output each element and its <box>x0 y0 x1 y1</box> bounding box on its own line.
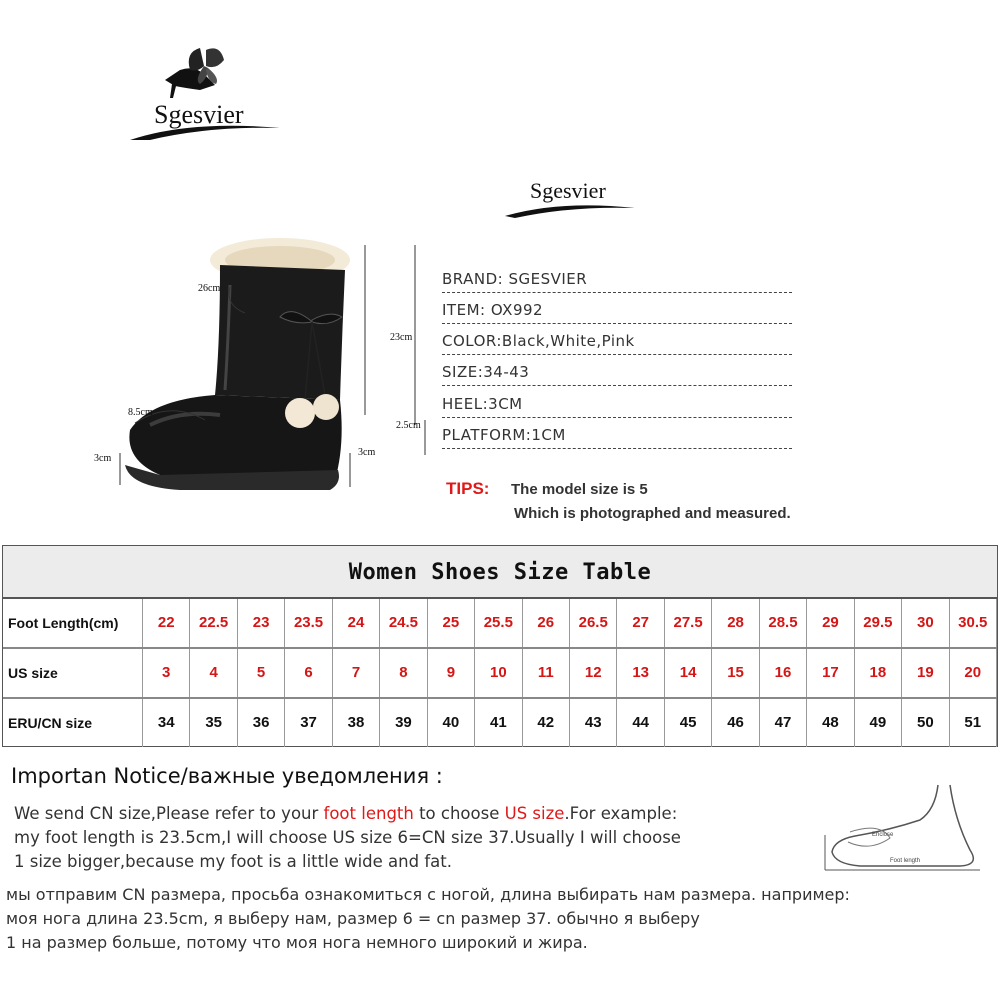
row-header: ERU/CN size <box>3 699 143 747</box>
table-cell: 39 <box>380 699 427 747</box>
measure-heel-side: 2.5cm <box>396 420 421 431</box>
table-cell: 51 <box>950 699 997 747</box>
boot-illustration <box>80 225 430 515</box>
spec-item: ITEM: OX992 <box>442 299 792 324</box>
size-table <box>2 545 998 747</box>
measure-heel: 3cm <box>358 447 376 458</box>
table-row <box>3 699 997 747</box>
table-cell: 46 <box>712 699 759 747</box>
table-cell: 27.5 <box>665 599 712 647</box>
table-row <box>3 599 997 647</box>
foot-measure-diagram <box>820 780 990 880</box>
table-cell: 8 <box>380 649 427 697</box>
table-cell: 5 <box>238 649 285 697</box>
notice-en-line-1 <box>14 804 677 823</box>
notice-text: We send CN size,Please refer to your <box>14 804 324 823</box>
table-cell: 36 <box>238 699 285 747</box>
table-cell: 4 <box>190 649 237 697</box>
table-cell: 22.5 <box>190 599 237 647</box>
measure-platform: 3cm <box>94 453 112 464</box>
tips-line-2: Which is photographed and measured. <box>514 505 791 522</box>
measure-toe: 8.5cm <box>128 407 153 418</box>
table-cell: 25 <box>428 599 475 647</box>
spec-brand: BRAND: SGESVIER <box>442 268 792 293</box>
table-cell: 26 <box>523 599 570 647</box>
table-cell: 24 <box>333 599 380 647</box>
table-cell: 19 <box>902 649 949 697</box>
foot-icon <box>820 780 990 880</box>
boot-product-image <box>80 225 430 515</box>
brand-logo-small-text: Sgesvier <box>530 178 606 203</box>
table-cell: 37 <box>285 699 332 747</box>
table-cell: 42 <box>523 699 570 747</box>
table-cell: 50 <box>902 699 949 747</box>
table-cell: 14 <box>665 649 712 697</box>
table-cell: 18 <box>855 649 902 697</box>
spec-heel: HEEL:3CM <box>442 393 792 418</box>
table-cell: 40 <box>428 699 475 747</box>
table-cell: 25.5 <box>475 599 522 647</box>
notice-highlight-foot-length: foot length <box>323 804 414 823</box>
table-cell: 23.5 <box>285 599 332 647</box>
table-cell: 15 <box>712 649 759 697</box>
measure-shaft-height: 23cm <box>390 332 413 343</box>
table-cell: 44 <box>617 699 664 747</box>
table-cell: 28.5 <box>760 599 807 647</box>
table-cell: 29.5 <box>855 599 902 647</box>
table-cell: 3 <box>143 649 190 697</box>
table-cell: 22 <box>143 599 190 647</box>
tips-label: TIPS: <box>446 479 490 498</box>
table-cell: 13 <box>617 649 664 697</box>
measure-circumference: 26cm <box>198 283 221 294</box>
table-cell: 41 <box>475 699 522 747</box>
spec-platform: PLATFORM:1CM <box>442 424 792 449</box>
table-cell: 45 <box>665 699 712 747</box>
brand-logo <box>120 40 290 160</box>
table-cell: 47 <box>760 699 807 747</box>
notice-ru-line-1: мы отправим CN размера, просьба ознакомиться с ногой, длина выбирать нам размера. например: <box>6 885 850 904</box>
table-cell: 20 <box>950 649 997 697</box>
spec-color: COLOR:Black,White,Pink <box>442 330 792 355</box>
table-cell: 17 <box>807 649 854 697</box>
notice-text: to choose <box>413 804 505 823</box>
table-cell: 28 <box>712 599 759 647</box>
table-cell: 24.5 <box>380 599 427 647</box>
table-cell: 26.5 <box>570 599 617 647</box>
table-cell: 34 <box>143 699 190 747</box>
table-cell: 12 <box>570 649 617 697</box>
size-table-title: Women Shoes Size Table <box>3 546 997 599</box>
table-cell: 11 <box>523 649 570 697</box>
tips-line-1: The model size is 5 <box>511 481 648 498</box>
row-header: Foot Length(cm) <box>3 599 143 647</box>
brand-logo-text: Sgesvier <box>154 100 244 129</box>
notice-title: Importan Notice/важные уведомления : <box>11 764 443 788</box>
table-cell: 23 <box>238 599 285 647</box>
notice-text: .For example: <box>564 804 678 823</box>
table-cell: 43 <box>570 699 617 747</box>
table-cell: 38 <box>333 699 380 747</box>
notice-en-line-2: my foot length is 23.5cm,I will choose US size 6=CN size 37.Usually I will choose <box>14 828 681 847</box>
table-cell: 6 <box>285 649 332 697</box>
table-row <box>3 649 997 697</box>
table-cell: 30 <box>902 599 949 647</box>
row-header: US size <box>3 649 143 697</box>
notice-ru-line-3: 1 на размер больше, потому что моя нога немного широкий и жира. <box>6 933 588 952</box>
notice-en-line-3: 1 size bigger,because my foot is a little wide and fat. <box>14 852 452 871</box>
table-cell: 35 <box>190 699 237 747</box>
table-cell: 7 <box>333 649 380 697</box>
enclose-label: Enclose <box>872 832 894 838</box>
table-cell: 29 <box>807 599 854 647</box>
table-cell: 48 <box>807 699 854 747</box>
brand-logo-small <box>500 170 650 230</box>
spec-size: SIZE:34-43 <box>442 361 792 386</box>
table-cell: 49 <box>855 699 902 747</box>
table-cell: 9 <box>428 649 475 697</box>
table-cell: 27 <box>617 599 664 647</box>
notice-highlight-us-size: US size <box>504 804 565 823</box>
table-cell: 30.5 <box>950 599 997 647</box>
notice-ru-line-2: моя нога длина 23.5cm, я выберу нам, размер 6 = cn размер 37. обычно я выберу <box>6 909 700 928</box>
table-cell: 10 <box>475 649 522 697</box>
table-cell: 16 <box>760 649 807 697</box>
foot-length-label: Foot length <box>890 858 921 864</box>
